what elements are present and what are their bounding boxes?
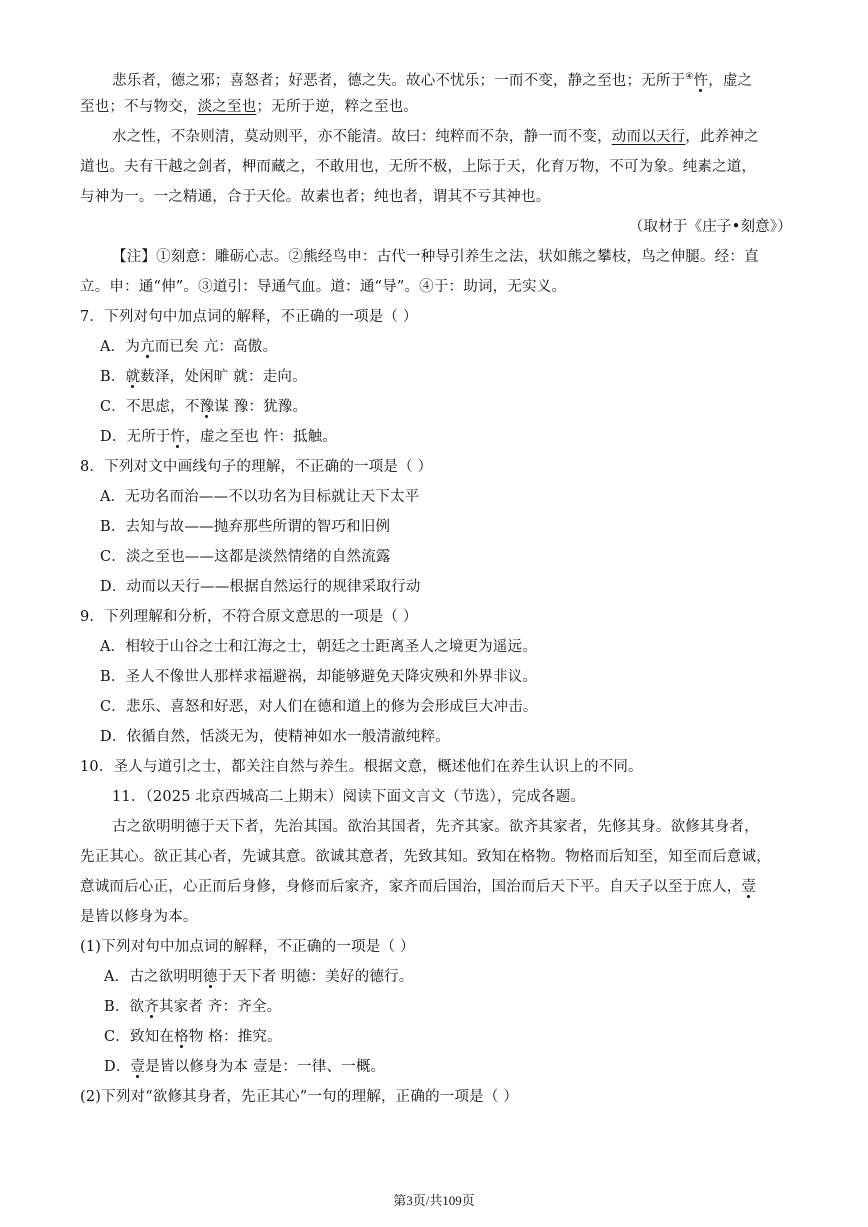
passage-line: 至也；不与物交，淡之至也；无所于逆，粹之至也。 [80,99,419,115]
passage-source: （取材于《庄子•刻意》） [628,219,792,235]
q7-option-c: C．不思虑，不豫谋 豫：犹豫。 [100,399,308,415]
q11-passage-line: 意诚而后心正，心正而后身修，身修而后家齐，家齐而后国治，国治而后天下平。自天子以至于庶人，壹 [80,879,757,895]
question-8-stem: 8．下列对文中画线句子的理解，不正确的一项是（ ） [80,459,433,475]
passage-line: 与神为一。一之精通，合于天伦。故素也者；纯也者，谓其不亏其神也。 [80,189,551,205]
q11-option-b: B．欲齐其家者 齐：齐全。 [104,999,282,1015]
q8-option-d: D．动而以天行——根据自然运行的规律采取行动 [100,579,421,595]
q7-option-b: B．就薮泽，处闲旷 就：走向。 [100,369,307,385]
q11-option-c: C．致知在格物 格：推究。 [104,1029,282,1045]
passage-line: 悲乐者，德之邪；喜怒者；好恶者，德之失。故心不忧乐；一而不变，静之至也；无所于④忤，虚之 [112,72,753,89]
question-7-stem: 7．下列对句中加点词的解释，不正确的一项是（ ） [80,309,418,325]
question-10-stem: 10．圣人与道引之士，都关注自然与养生。根据文意，概述他们在养生认识上的不同。 [80,759,643,775]
q8-option-c: C．淡之至也——这都是淡然情绪的自然流露 [100,549,391,565]
q9-option-d: D．依循自然，恬淡无为，使精神如水一般清澈纯粹。 [100,729,450,745]
q7-option-a: A．为亢而已矣 亢：高傲。 [100,339,278,355]
underlined-phrase: 淡之至也 [197,99,257,115]
q11-sub2-stem: (2)下列对“欲修其身者，先正其心”一句的理解，正确的一项是（ ） [80,1089,519,1105]
page-footer: 第3页/共109页 [393,1193,475,1208]
q11-passage-line: 先正其心。欲正其心者，先诚其意。欲诚其意者，先致其知。致知在格物。物格而后知至，知至而后意诚， [80,849,771,865]
q7-option-d: D．无所于忤，虚之至也 忤：抵触。 [100,429,338,445]
notes-line: 立。申：通“伸”。③道引：导通气血。道：通“导”。④于：助词，无实义。 [80,279,567,295]
underlined-phrase: 动而以天行 [611,129,686,145]
q11-passage-line: 是皆以修身为本。 [80,909,198,925]
notes-line: 【注】①刻意：雕砺心志。②熊经鸟申：古代一种导引养生之法，状如熊之攀枝，鸟之伸腿。经：直 [112,249,759,265]
q8-option-b: B．去知与故——抛弃那些所谓的智巧和旧例 [100,519,391,535]
passage-line: 道也。夫有干越之剑者，柙而藏之，不敢用也，无所不极，上际于天，化育万物，不可为象。纯素之道， [80,159,757,175]
q9-option-c: C．悲乐、喜怒和好恶，对人们在德和道上的修为会形成巨大冲击。 [100,699,538,715]
question-11-intro: 11．（2025 北京西城高二上期末）阅读下面文言文（节选），完成各题。 [112,789,586,805]
q11-option-d: D．壹是皆以修身为本 壹是：一律、一概。 [104,1059,386,1075]
q11-option-a: A．古之欲明明德于天下者 明德：美好的德行。 [104,969,414,985]
q11-passage-line: 古之欲明明德于天下者，先治其国。欲治其国者，先齐其家。欲齐其家者，先修其身。欲修其身者， [112,819,759,835]
q11-sub1-stem: (1)下列对句中加点词的解释，不正确的一项是（ ） [80,939,415,955]
q9-option-a: A．相较于山谷之士和江海之士，朝廷之士距离圣人之境更为遥远。 [100,639,537,655]
q8-option-a: A．无功名而治——不以功名为目标就让天下太平 [100,489,420,505]
passage-line: 水之性，不杂则清，莫动则平，亦不能清。故曰：纯粹而不杂，静一而不变，动而以天行，此养神之 [112,129,759,145]
question-9-stem: 9．下列理解和分析，不符合原文意思的一项是（ ） [80,609,418,625]
q9-option-b: B．圣人不像世人那样求福避祸，却能够避免天降灾殃和外界非议。 [100,669,538,685]
